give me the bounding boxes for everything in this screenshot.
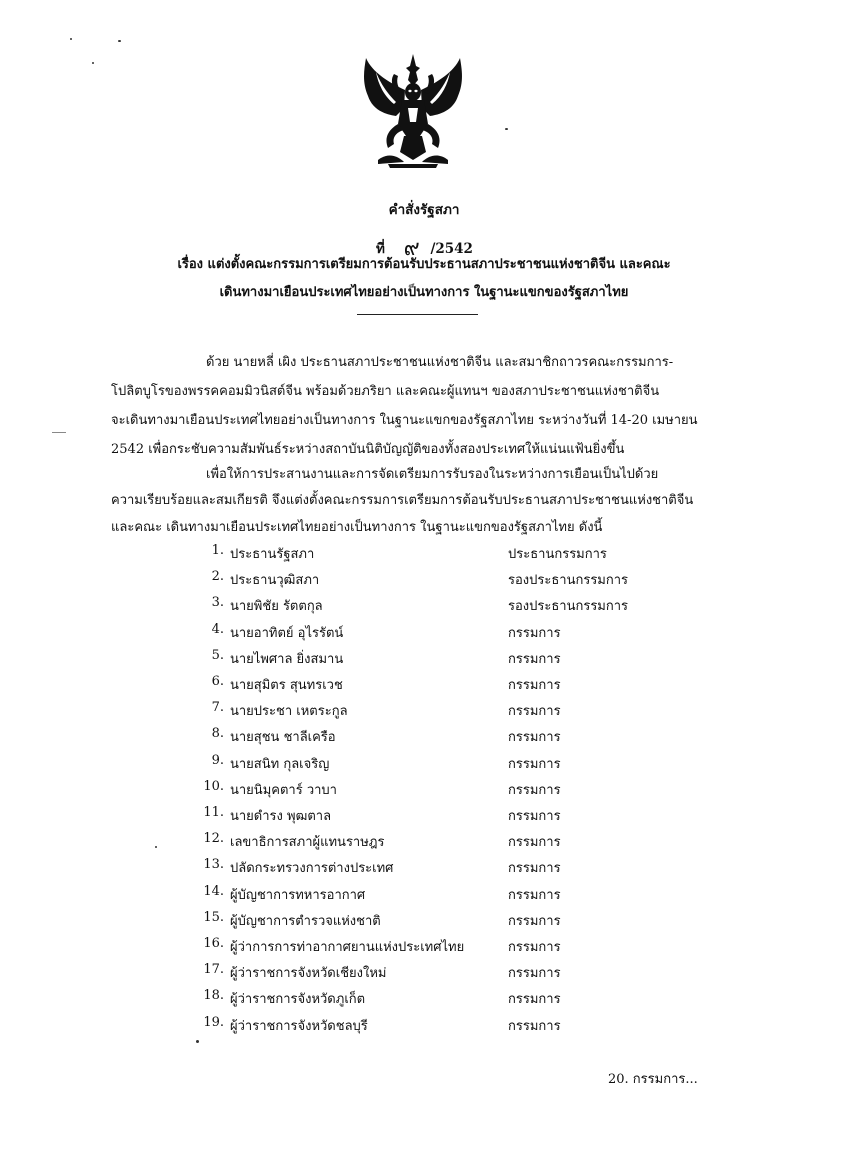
member-name: ผู้ว่าการการท่าอากาศยานแห่งประเทศไทย [230,940,465,955]
member-name: ผู้ว่าราชการจังหวัดชลบุรี [230,1019,368,1034]
member-number: 3. [211,595,224,610]
member-number: 18. [203,988,224,1003]
body-line: และคณะ เดินทางมาเยือนประเทศไทยอย่างเป็นทางการ ในฐานะแขกของรัฐสภาไทย ดังนี้ [111,520,603,535]
member-number: 7. [211,700,224,715]
member-role: กรรมการ [508,914,561,929]
body-line: 2542 เพื่อกระชับความสัมพันธ์ระหว่างสถาบันนิติบัญญัติของทั้งสองประเทศให้แน่นแฟ้นยิ่งขึ้น [111,442,625,457]
order-number-handwritten: ๙ [403,236,420,261]
subject-line-2: เดินทางมาเยือนประเทศไทยอย่างเป็นทางการ ในฐานะแขกของรัฐสภาไทย [219,285,629,300]
member-role: รองประธานกรรมการ [508,573,629,588]
member-name: นายสนิท กุลเจริญ [230,757,330,772]
member-role: กรรมการ [508,757,561,772]
member-number: 12. [203,831,224,846]
order-number-label: ที่ [376,241,385,257]
member-number: 9. [211,753,224,768]
member-role: กรรมการ [508,1019,561,1034]
order-number-year: /2542 [430,241,473,257]
member-number: 10. [203,779,224,794]
member-name: ผู้บัญชาการทหารอากาศ [230,888,366,903]
member-role: กรรมการ [508,888,561,903]
scan-speck [52,432,66,433]
member-number: 13. [203,857,224,872]
member-name: นายไพศาล ยิ่งสมาน [230,652,344,667]
title-divider [357,314,478,315]
scan-speck [118,40,121,42]
continued-marker: 20. กรรมการ... [608,1072,698,1087]
member-role: กรรมการ [508,940,561,955]
subject-line-1: เรื่อง แต่งตั้งคณะกรรมการเตรียมการต้อนรับประธานสภาประชาชนแห่งชาติจีน และคณะ [177,257,671,272]
body-line: จะเดินทางมาเยือนประเทศไทยอย่างเป็นทางการ ในฐานะแขกของรัฐสภาไทย ระหว่างวันที่ 14-20 เมษายน [111,413,698,428]
member-role: กรรมการ [508,626,561,641]
member-number: 11. [203,805,224,820]
member-role: ประธานกรรมการ [508,547,607,562]
member-role: รองประธานกรรมการ [508,599,629,614]
member-name: ผู้ว่าราชการจังหวัดภูเก็ต [230,992,366,1007]
member-number: 2. [211,569,224,584]
scan-speck [92,62,94,64]
member-name: ประธานรัฐสภา [230,547,315,562]
member-role: กรรมการ [508,992,561,1007]
member-role: กรรมการ [508,783,561,798]
member-role: กรรมการ [508,704,561,719]
member-number: 1. [211,543,224,558]
member-number: 4. [211,622,224,637]
member-role: กรรมการ [508,678,561,693]
member-name: นายสุชน ชาลีเครือ [230,730,336,745]
member-name: นายพิชัย รัตตกุล [230,599,323,614]
body-line: โปลิตบูโรของพรรคคอมมิวนิสต์จีน พร้อมด้วยภริยา และคณะผู้แทนฯ ของสภาประชาชนแห่งชาติจีน [111,384,660,399]
member-name: นายประชา เหตระกูล [230,704,348,719]
member-name: ประธานวุฒิสภา [230,573,320,588]
member-role: กรรมการ [508,809,561,824]
member-name: นายสุมิตร สุนทรเวช [230,678,343,693]
member-role: กรรมการ [508,966,561,981]
member-name: ปลัดกระทรวงการต่างประเทศ [230,861,394,876]
member-name: นายดำรง พุฒตาล [230,809,332,824]
member-number: 14. [203,884,224,899]
member-name: ผู้บัญชาการตำรวจแห่งชาติ [230,914,381,929]
scan-speck [505,128,508,130]
body-line: เพื่อให้การประสานงานและการจัดเตรียมการรับรองในระหว่างการเยือนเป็นไปด้วย [206,467,659,482]
member-number: 15. [203,910,224,925]
scan-speck [70,38,72,40]
member-number: 8. [211,726,224,741]
member-number: 19. [203,1015,224,1030]
body-line: ด้วย นายหลี่ เผิง ประธานสภาประชาชนแห่งชาติจีน และสมาชิกถาวรคณะกรรมการ- [206,355,674,370]
member-name: นายอาทิตย์ อุไรรัตน์ [230,626,344,641]
body-line: ความเรียบร้อยและสมเกียรติ จึงแต่งตั้งคณะกรรมการเตรียมการต้อนรับประธานสภาประชาชนแห่งชาติจีน [111,493,694,508]
scan-speck [155,846,157,848]
member-role: กรรมการ [508,861,561,876]
member-name: เลขาธิการสภาผู้แทนราษฎร [230,835,385,850]
member-name: ผู้ว่าราชการจังหวัดเชียงใหม่ [230,966,387,981]
member-role: กรรมการ [508,835,561,850]
member-number: 16. [203,936,224,951]
member-number: 17. [203,962,224,977]
member-role: กรรมการ [508,730,561,745]
document-title: คำสั่งรัฐสภา [388,202,460,218]
scan-speck [196,1040,199,1043]
member-role: กรรมการ [508,652,561,667]
member-number: 6. [211,674,224,689]
member-name: นายนิมุคตาร์ วาบา [230,783,337,798]
member-number: 5. [211,648,224,663]
garuda-emblem-icon [358,52,468,170]
